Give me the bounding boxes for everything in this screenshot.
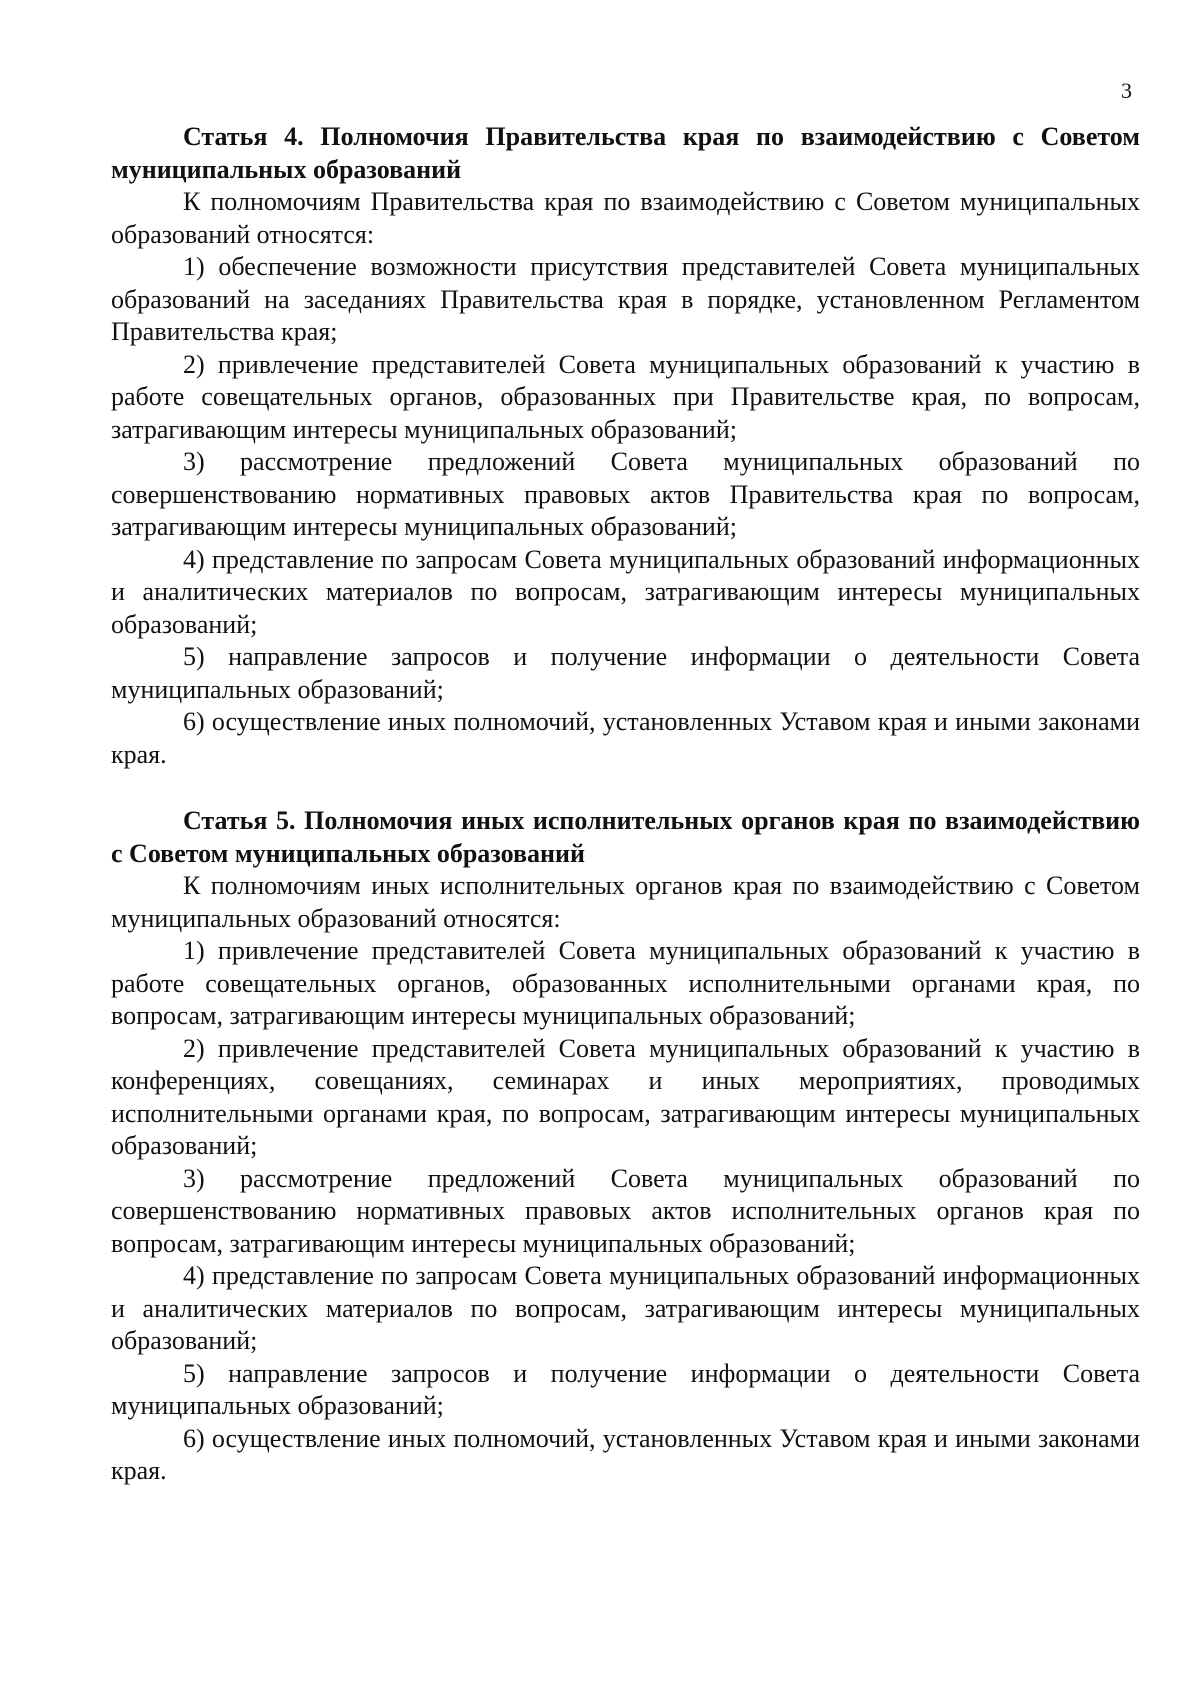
article-4-item-1: 1) обеспечение возможности присутствия представителей Совета муниципальных образований на заседаниях Правительства края в порядке, установленном Регламентом Правительства края; bbox=[111, 252, 1140, 346]
article-4-item-4: 4) представление по запросам Совета муниципальных образований информационных и аналитических материалов по вопросам, затрагивающим интересы муниципальных образований; bbox=[111, 544, 1140, 639]
article-4 bbox=[111, 121, 1140, 771]
article-5-item-6: 6) осуществление иных полномочий, установленных Уставом края и иными законами края. bbox=[111, 1423, 1140, 1485]
article-5-item-4: 4) представление по запросам Совета муниципальных образований информационных и аналитических материалов по вопросам, затрагивающим интересы муниципальных образований; bbox=[111, 1261, 1140, 1355]
article-5-item-2: 2) привлечение представителей Совета муниципальных образований к участию в конференциях, совещаниях, семинарах и иных мероприятиях, проводимых исполнительными органами края, по вопросам, затрагивающим интересы муниципальных образований; bbox=[111, 1033, 1140, 1160]
article-5-item-5: 5) направление запросов и получение информации о деятельности Совета муниципальных образований; bbox=[111, 1358, 1140, 1420]
article-4-title: Статья 4. Полномочия Правительства края по взаимодействию с Советом муниципальных образований bbox=[111, 122, 1140, 184]
article-5 bbox=[111, 805, 1140, 1488]
article-4-item-6: 6) осуществление иных полномочий, установленных Уставом края и иными законами края. bbox=[111, 707, 1140, 769]
article-5-item-1: 1) привлечение представителей Совета муниципальных образований к участию в работе совещательных органов, образованных исполнительными органами края, по вопросам, затрагивающим интересы муниципальных образований; bbox=[111, 936, 1140, 1030]
page-number: 3 bbox=[1121, 78, 1132, 103]
article-5-intro: К полномочиям иных исполнительных органов края по взаимодействию с Советом муниципальных образований относятся: bbox=[111, 871, 1140, 933]
article-5-item-3: 3) рассмотрение предложений Совета муниципальных образований по совершенствованию нормативных правовых актов исполнительных органов края по вопросам, затрагивающим интересы муниципальных образований; bbox=[111, 1163, 1140, 1258]
document-body bbox=[111, 121, 1140, 1488]
article-4-item-2: 2) привлечение представителей Совета муниципальных образований к участию в работе совещательных органов, образованных при Правительстве края, по вопросам, затрагивающим интересы муниципальных образований; bbox=[111, 349, 1140, 444]
article-5-title: Статья 5. Полномочия иных исполнительных органов края по взаимодействию с Советом муниципальных образований bbox=[111, 806, 1140, 868]
article-4-item-3: 3) рассмотрение предложений Совета муниципальных образований по совершенствованию нормативных правовых актов Правительства края по вопросам, затрагивающим интересы муниципальных образований; bbox=[111, 447, 1140, 541]
article-4-item-5: 5) направление запросов и получение информации о деятельности Совета муниципальных образований; bbox=[111, 642, 1140, 704]
article-4-intro: К полномочиям Правительства края по взаимодействию с Советом муниципальных образований относятся: bbox=[111, 187, 1140, 249]
